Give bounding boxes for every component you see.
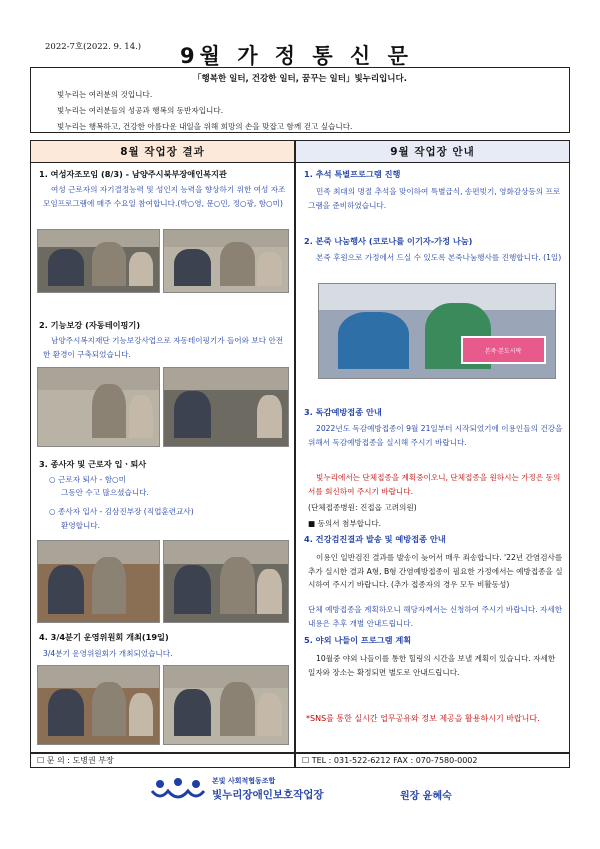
photo-women-meeting-2	[163, 229, 289, 293]
right-section-4-title: 4. 건강검진결과 발송 및 예방접종 안내	[304, 534, 446, 544]
worker-leaving-note: 그동안 수고 많으셨습니다.	[61, 488, 149, 497]
sns-notice: *SNS를 통한 실시간 업무공유와 정보 제공을 활용하시기 바랍니다.	[306, 714, 540, 723]
left-section-2-title: 2. 기능보강 (자동테이핑기)	[39, 320, 141, 330]
consent-attached: ■ 동의서 첨부합니다.	[308, 519, 382, 528]
left-section-3-title: 3. 종사자 및 근로자 입ㆍ퇴사	[39, 459, 147, 469]
page-title: 9월 가 정 통 신 문	[180, 44, 413, 68]
staff-joining: ○ 종사자 입사 - 김삼진부장 (직업훈련교사)	[49, 507, 194, 516]
photo-taping-machine-2	[163, 367, 289, 447]
director-name: 원장 윤혜숙	[400, 791, 452, 802]
intro-line-3: 빛누리는 행복하고, 건강한 아름다운 내일을 위해 희망의 손을 맞잡고 함께 걷고 싶습니다.	[57, 122, 353, 131]
bonjuk-banner: 본죽·본도시락	[461, 336, 546, 364]
intro-line-1: 빛누리는 여러분의 것입니다.	[57, 90, 153, 99]
photo-taping-machine-1	[37, 367, 160, 447]
right-section-2-body: 본죽 후원으로 가정에서 드실 수 있도록 본죽나눔행사를 진행합니다. (1일)	[316, 253, 562, 262]
right-section-5-body: 10월중 야외 나들이를 통한 힐링의 시간을 보낼 계획이 있습니다. 자세한 일자와 장소는 확정되면 별도로 안내드립니다.	[308, 654, 556, 677]
inquiry-text: ☐ 문 의 : 도병권 부장	[37, 756, 114, 765]
staff-joining-note: 환영합니다.	[61, 521, 101, 530]
photo-bonjuk-event	[318, 283, 556, 379]
intro-line-2: 빛누리는 여러분들의 성공과 행복의 동반자입니다.	[57, 106, 224, 115]
right-section-1-body: 민족 최대의 명절 추석을 맞이하여 특별급식, 송편빚기, 영화감상등의 프로그램을 준비하였습니다.	[308, 187, 561, 210]
contact-text: ☐ TEL : 031-522-6212 FAX : 070-7580-0002	[302, 756, 478, 765]
right-section-5-title: 5. 야외 나들이 프로그램 계획	[304, 635, 412, 645]
photo-committee-1	[37, 665, 160, 745]
september-guide-heading: 9월 작업장 안내	[296, 141, 569, 163]
september-guide-panel	[295, 140, 570, 753]
issue-number: 2022-7호(2022. 9. 14.)	[45, 42, 142, 52]
slogan: 「행복한 일터, 건강한 일터, 꿈꾸는 일터」빛누리입니다.	[193, 74, 407, 84]
right-section-4-group-vaccination: 단체 예방접종을 계획하오니 해당자께서는 신청하여 주시기 바랍니다. 자세한 내용은 추후 개별 안내드립니다.	[308, 605, 563, 628]
vaccination-hospital: (단체접종병원: 진접읍 고려의원)	[308, 503, 417, 512]
left-section-4-body: 3/4분기 운영위원회가 개최되었습니다.	[43, 649, 173, 658]
left-section-1-title: 1. 여성자조모임 (8/3) - 남양주시북부장애인복지관	[39, 169, 227, 179]
organization-subtitle: 본빛 사회적협동조합	[212, 777, 276, 785]
right-section-2-title: 2. 본죽 나눔행사 (코로나를 이기자-가정 나눔)	[304, 236, 473, 246]
august-results-heading: 8월 작업장 결과	[31, 141, 294, 163]
left-section-1-body: 여성 근로자의 자기결정능력 및 성인지 능력을 향상하기 위한 여성 자조모임프로그램에 매주 수요일 참여합니다.(박○영, 문○민, 정○광, 함○미)	[43, 185, 286, 208]
left-section-2-body: 남양주시복지재단 기능보강사업으로 자동테이핑기가 들어와 보다 안전한 환경이 구축되었습니다.	[43, 336, 284, 359]
left-section-4-title: 4. 3/4분기 운영위원회 개최(19일)	[39, 632, 169, 642]
inquiry-box	[30, 753, 295, 768]
intro-box	[30, 67, 570, 133]
organization-logo-icon	[150, 777, 206, 803]
photo-staff-2	[163, 540, 289, 623]
photo-women-meeting-1	[37, 229, 160, 293]
organization-name: 빛누리장애인보호작업장	[212, 789, 324, 801]
right-section-3-notice: 빛누리에서는 단체접종을 계획중이오니, 단체접종을 원하시는 가정은 동의서를 회신하여 주시기 바랍니다.	[308, 473, 561, 496]
right-section-3-title: 3. 독감예방접종 안내	[304, 407, 382, 417]
photo-staff-1	[37, 540, 160, 623]
contact-box	[295, 753, 570, 768]
right-section-3-body: 2022년도 독감예방접종이 9월 21일부터 시작되었기에 이용인들의 건강을 위해서 독감예방접종을 실시해 주시기 바랍니다.	[308, 424, 563, 447]
photo-committee-2	[163, 665, 289, 745]
worker-leaving: ○ 근로자 퇴사 - 함○미	[49, 475, 126, 484]
august-results-panel	[30, 140, 295, 753]
right-section-1-title: 1. 추석 특별프로그램 진행	[304, 169, 401, 179]
right-section-4-body: 이용인 일반검진 결과를 발송이 늦어서 매우 죄송합니다. '22년 간염검사를 추가 실시한 결과 A형, B형 간염예방접종이 필요한 가정에서는 예방접종을 실시하여 주시기 바랍니다. (추가 접종자의 경우 모두 비활동성)	[308, 553, 563, 589]
